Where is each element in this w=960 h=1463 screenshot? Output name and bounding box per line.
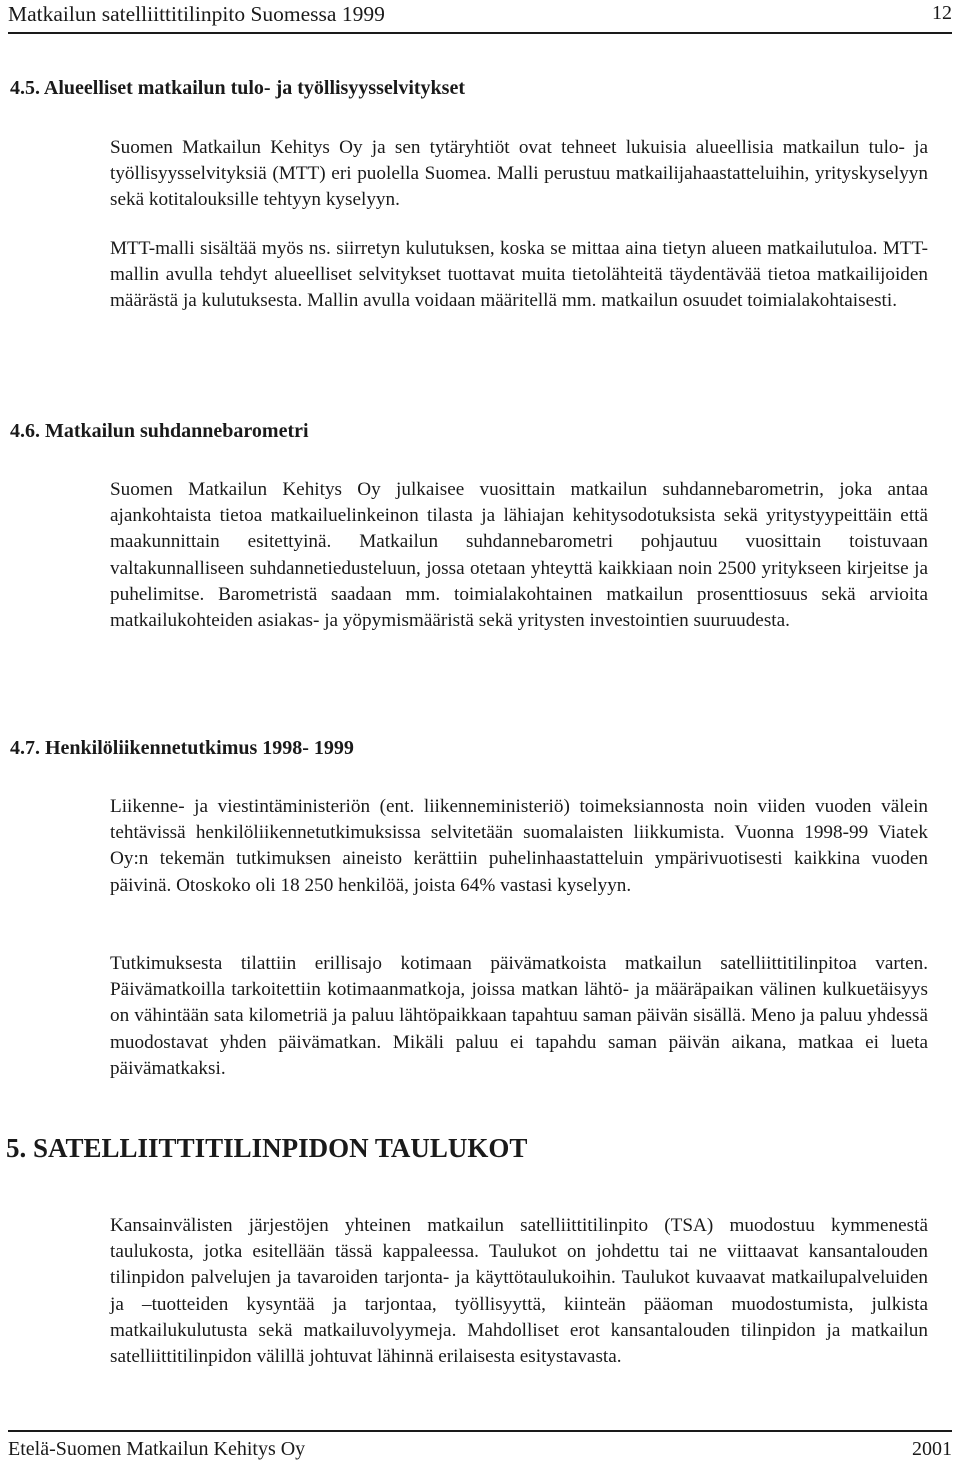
paragraph: Suomen Matkailun Kehitys Oy ja sen tytäryhtiöt ovat tehneet lukuisia alueellisia matkailun tulo- ja työllisyysselvityksiä (MTT) eri puolella Suomea. Malli perustuu matkailijahaastatteluihin, yrityskyselyyn sekä kotitalouksille tehtyyn kyselyyn.	[110, 137, 928, 211]
section-heading-4-5: 4.5. Alueelliset matkailun tulo- ja työllisyysselvitykset	[10, 77, 465, 99]
page-footer	[8, 1430, 952, 1463]
section-heading-4-6: 4.6. Matkailun suhdannebarometri	[10, 420, 309, 442]
chapter-heading-5: 5. SATELLIITTITILINPIDON TAULUKOT	[6, 1133, 528, 1163]
footer-year: 2001	[912, 1438, 952, 1460]
footer-publisher: Etelä-Suomen Matkailun Kehitys Oy	[8, 1438, 306, 1460]
document-title: Matkailun satelliittitilinpito Suomessa 1999	[8, 2, 385, 26]
paragraph: Liikenne- ja viestintäministeriön (ent. liikenneministeriö) toimeksiannosta noin viiden vuoden välein tehtävissä henkilöliikennetutkimuksissa selvitetään suomalaisten liikkumista. Vuonna 1998-99 Viatek Oy:n tekemän tutkimuksen aineisto kerättiin puhelinhaastatteluin ympärivuotisesti kaikkina vuoden päivinä. Otoskoko oli 18 250 henkilöä, joista 64% vastasi kyselyyn.	[110, 796, 928, 896]
section-heading-4-7: 4.7. Henkilöliikennetutkimus 1998- 1999	[10, 737, 354, 759]
page-number: 12	[932, 2, 952, 24]
paragraph: Suomen Matkailun Kehitys Oy julkaisee vuosittain matkailun suhdannebarometrin, joka antaa ajankohtaista tietoa matkailuelinkeinon tilasta ja lähiajan kehitysodotuksista sekä yritystyypeittäin että maakunnittain esitettyinä. Matkailun suhdannebarometri pohjautuu vuosittain toistuvaan valtakunnalliseen suhdannetiedusteluun, jossa otetaan yhteyttä kaikkiaan noin 2500 yritykseen kirjeitse ja puhelimitse. Barometristä saadaan mm. toimialakohtainen matkailun prosenttiosuus sekä arvioita matkailukohteiden asiakas- ja yöpymismääristä sekä yritysten investointien suuruudesta.	[110, 479, 928, 632]
page-header	[8, 0, 952, 34]
paragraph: MTT-malli sisältää myös ns. siirretyn kulutuksen, koska se mittaa aina tietyn alueen matkailutuloa. MTT-mallin avulla tehdyt alueelliset selvitykset tuottavat muita tietolähteitä täydentävää tietoa matkailijoiden määrästä ja kulutuksesta. Mallin avulla voidaan määritellä mm. matkailun osuudet toimialakohtaisesti.	[110, 238, 928, 312]
paragraph: Kansainvälisten järjestöjen yhteinen matkailun satelliittitilinpito (TSA) muodostuu kymmenestä taulukosta, jotka esitellään tässä kappaleessa. Taulukot on johdettu tai ne viittaavat kansantalouden tilinpidon palvelujen ja tavaroiden tarjonta- ja käyttötaulukoihin. Taulukot kuvaavat matkailupalveluiden ja –tuotteiden kysyntää ja tarjontaa, työllisyyttä, kiinteän pääoman muodostumista, julkista matkailukulutusta sekä matkailuvolyymeja. Mahdolliset erot kansantalouden tilinpidon ja matkailun satelliittitilinpidon välillä johtuvat lähinnä erilaisesta esitystavasta.	[110, 1215, 928, 1368]
paragraph: Tutkimuksesta tilattiin erillisajo kotimaan päivämatkoista matkailun satelliittitilinpitoa varten. Päivämatkoilla tarkoitettiin kotimaanmatkoja, joissa matkan lähtö- ja määräpaikan välinen kulkuetäisyys on vähintään sata kilometriä ja paluu lähtöpaikkaan tapahtuu saman päivän sisällä. Meno ja paluu yhdessä muodostavat yhden päivämatkan. Mikäli paluu ei tapahdu saman päivän aikana, matkaa ei lueta päivämatkaksi.	[110, 953, 928, 1079]
